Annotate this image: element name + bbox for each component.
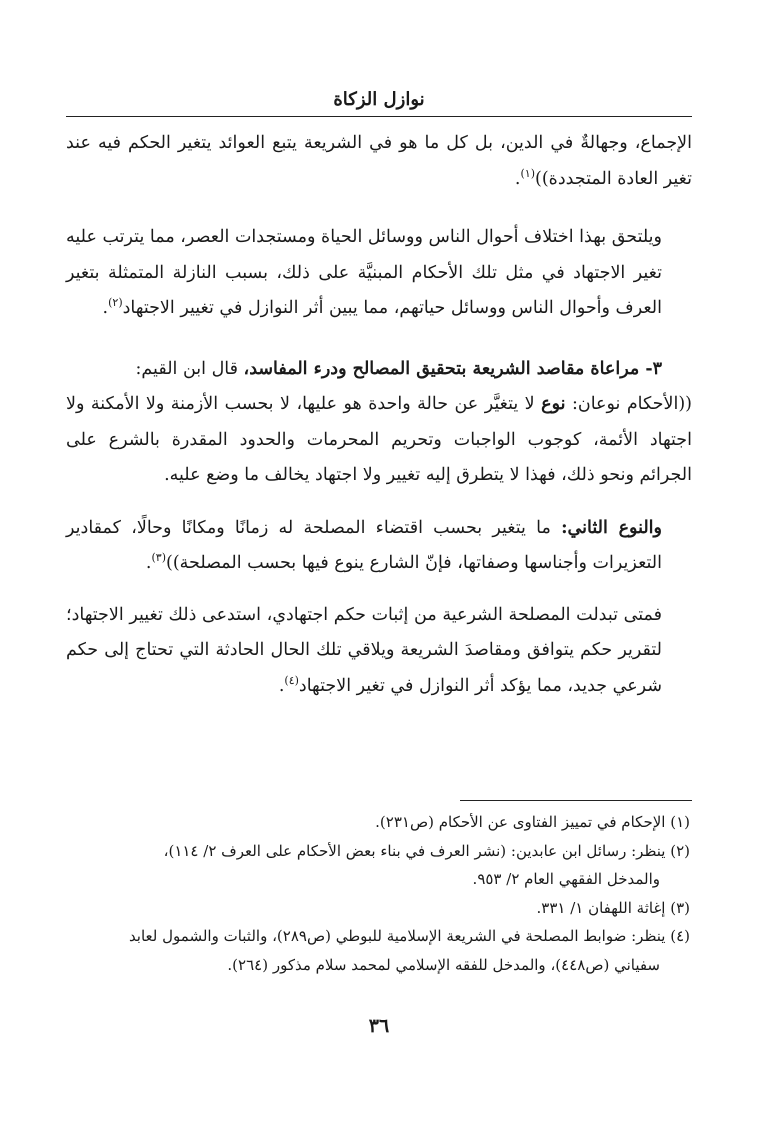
paragraph-3	[66, 352, 692, 388]
paragraph-2-end: .	[102, 298, 109, 318]
paragraph-4-text: لا يتغيَّر عن حالة واحدة هو عليها، لا بحسب الأزمنة ولا الأمكنة ولا اجتهاد الأئمة، كوجوب الواجبات وتحريم المحرمات والحدود المقدرة بالشرع على الجرائم ونحو ذلك، فهذا لا يتطرق إليه تغيير ولا اجتهاد يخالف ما وضع عليه.	[66, 394, 692, 485]
paragraph-1-end: .	[514, 168, 521, 189]
paragraph-1	[66, 126, 692, 197]
paragraph-1-text: الإجماع، وجهالةٌ في الدين، بل كل ما هو في الشريعة يتبع العوائد يتغير الحكم فيه عند تغير العادة المتجددة))	[66, 133, 692, 189]
page-number: ٣٦	[368, 1015, 390, 1037]
paragraph-4-open: ((الأحكام نوعان:	[565, 394, 692, 414]
paragraph-6-end: .	[278, 675, 285, 696]
footnote-4-line-1: (٤) ينظر: ضوابط المصلحة في الشريعة الإسلامية للبوطي (ص٢٨٩)، والثبات والشمول لعابد	[128, 927, 690, 945]
main-text	[66, 126, 692, 704]
paragraph-6	[66, 598, 692, 705]
footnote-4	[66, 922, 692, 979]
footnote-ref-3: (٣)	[151, 551, 166, 565]
header-divider	[66, 116, 692, 117]
footnote-4-line-2: سفياني (ص٤٤٨)، والمدخل للفقه الإسلامي لمحمد سلام مذكور (٢٦٤).	[227, 955, 660, 974]
paragraph-2	[66, 220, 692, 327]
footnote-2-line-2: والمدخل الفقهي العام ٢/ ٩٥٣.	[472, 870, 660, 888]
section-heading-3: ٣- مراعاة مقاصد الشريعة بتحقيق المصالح ودرء المفاسد،	[243, 358, 662, 379]
footnotes	[66, 808, 692, 979]
paragraph-4-bold: نوع	[541, 394, 566, 414]
paragraph-5	[66, 511, 692, 582]
book-page	[66, 70, 692, 1070]
footnote-divider	[460, 800, 692, 801]
paragraph-5-end: .	[145, 553, 152, 573]
paragraph-4	[66, 387, 692, 494]
footnote-2-line-1: (٢) ينظر: رسائل ابن عابدين: (نشر العرف في بناء بعض الأحكام على العرف ٢/ ١١٤)،	[163, 841, 690, 860]
paragraph-5-bold: والنوع الثاني:	[561, 517, 662, 538]
footnote-ref-1: (١)	[520, 166, 535, 180]
running-header: نوازل الزكاة	[333, 89, 425, 110]
footnote-ref-4: (٤)	[284, 673, 299, 687]
paragraph-5-text: ما يتغير بحسب اقتضاء المصلحة له زمانًا ومكانًا وحالًا، كمقادير التعزيرات وأجناسها وصفاتها، فإنّ الشارع ينوع فيها بحسب المصلحة))	[66, 517, 662, 573]
paragraph-6-text: فمتى تبدلت المصلحة الشرعية من إثبات حكم اجتهادي، استدعى ذلك تغيير الاجتهاد؛ لتقرير حكم يتوافق ومقاصدَ الشريعة ويلاقي تلك الحال الحادثة التي تحتاج إلى حكم شرعي جديد، مما يؤكد أثر النوازل في تغير الاجتهاد	[66, 604, 662, 696]
paragraph-2-text: ويلتحق بهذا اختلاف أحوال الناس ووسائل الحياة ومستجدات العصر، مما يترتب عليه تغير الاجتهاد في مثل تلك الأحكام المبنيَّة على ذلك، بسبب النازلة المتمثلة بتغير العرف وأحوال الناس ووسائل حياتهم، مما يبين أثر النوازل في تغيير الاجتهاد	[66, 227, 662, 318]
footnote-3: (٣) إغاثة اللهفان ١/ ٣٣١.	[536, 898, 690, 917]
paragraph-3-text: قال ابن القيم:	[135, 358, 244, 379]
footnote-ref-2: (٢)	[108, 296, 123, 310]
footnote-1: (١) الإحكام في تمييز الفتاوى عن الأحكام (ص٢٣١).	[375, 813, 690, 831]
footnote-2	[66, 837, 692, 894]
